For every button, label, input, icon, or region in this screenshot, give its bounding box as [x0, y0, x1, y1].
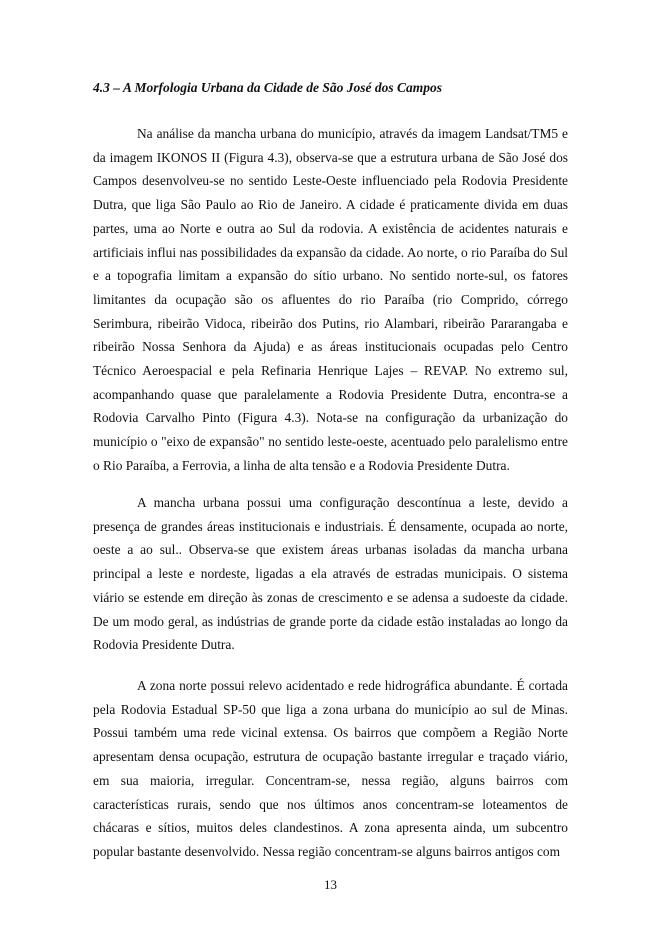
section-heading: 4.3 – A Morfologia Urbana da Cidade de São José dos Campos — [93, 80, 443, 95]
paragraph-2: A mancha urbana possui uma configuração descontínua a leste, devido a presença de grandes áreas institucionais e industriais. É densamente, ocupada ao norte, oeste a ao sul.. Observa-se que existem áreas urbanas isoladas da mancha urbana principal a leste e nordeste, ligadas a ela através de estradas municipais. O sistema viário se estende em direção às zonas de crescimento e se adensa a sudoeste da cidade. De um modo geral, as indústrias de grande porte da cidade estão instaladas ao longo da Rodovia Presidente Dutra. — [93, 495, 568, 653]
paragraph-3: A zona norte possui relevo acidentado e rede hidrográfica abundante. É cortada pela Rodovia Estadual SP-50 que liga a zona urbana do município ao sul de Minas. Possui também uma rede vicinal extensa. Os bairros que compõem a Região Norte apresentam densa ocupação, estrutura de ocupação bastante irregular e traçado viário, em sua maioria, irregular. Concentram-se, nessa região, alguns bairros com características rurais, sendo que nos últimos anos concentram-se loteamentos de chácaras e sítios, muitos deles clandestinos. A zona apresenta ainda, um subcentro popular bastante desenvolvido. Nessa região concentram-se alguns bairros antigos com — [93, 678, 568, 859]
page-number: 13 — [324, 877, 337, 892]
paragraph-1: Na análise da mancha urbana do município, através da imagem Landsat/TM5 e da imagem IKONOS II (Figura 4.3), observa-se que a estrutura urbana de São José dos Campos desenvolveu-se no sentido Leste-Oeste influenciado pela Rodovia Presidente Dutra, que liga São Paulo ao Rio de Janeiro. A cidade é praticamente divida em duas partes, uma ao Norte e outra ao Sul da rodovia. A existência de acidentes naturais e artificiais influi nas possibilidades da expansão da cidade. Ao norte, o rio Paraíba do Sul e a topografia limitam a expansão do sítio urbano. No sentido norte-sul, os fatores limitantes da ocupação são os afluentes do rio Paraíba (rio Comprido, córrego Serimbura, ribeirão Vidoca, ribeirão dos Putins, rio Alambari, ribeirão Pararangaba e ribeirão Nossa Senhora da Ajuda) e as áreas institucionais ocupadas pelo Centro Técnico Aeroespacial e pela Refinaria Henrique Lajes – REVAP. No extremo sul, acompanhando quase que paralelamente a Rodovia Presidente Dutra, encontra-se a Rodovia Carvalho Pinto (Figura 4.3). Nota-se na configuração da urbanização do município o "eixo de expansão" no sentido leste-oeste, acentuado pelo paralelismo entre o Rio Paraíba, a Ferrovia, a linha de alta tensão e a Rodovia Presidente Dutra. — [93, 126, 568, 473]
